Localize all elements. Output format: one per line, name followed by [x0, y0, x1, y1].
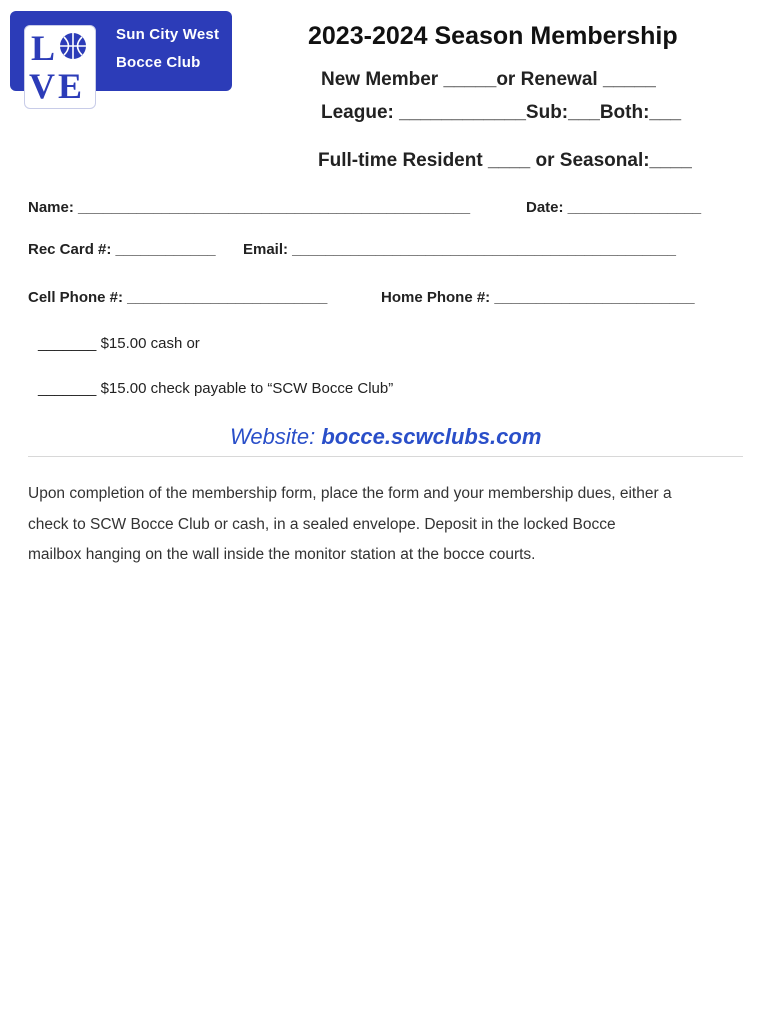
instructions-line-2: check to SCW Bocce Club or cash, in a sealed envelope. Deposit in the locked Bocce	[28, 516, 616, 533]
club-name-line1: Sun City West	[116, 26, 220, 43]
instructions-line-1: Upon completion of the membership form, place the form and your membership dues, either a	[28, 485, 672, 502]
logo-letter-e: E	[58, 66, 83, 106]
home-phone-field[interactable]: Home Phone #: ________________________	[381, 289, 695, 306]
date-field[interactable]: Date: ________________	[526, 199, 702, 216]
club-name-line2: Bocce Club	[116, 54, 201, 71]
email-field[interactable]: Email: ______________________________________________	[243, 241, 676, 258]
website-link[interactable]: bocce.scwclubs.com	[321, 424, 542, 449]
logo-letter-v: V	[29, 66, 55, 106]
website-line	[230, 424, 541, 450]
divider	[28, 456, 743, 457]
name-field[interactable]: Name: _______________________________________________	[28, 199, 471, 216]
love-logo-box	[24, 25, 96, 109]
league-line[interactable]: League: ____________Sub:___Both:___	[321, 102, 682, 123]
residency-line[interactable]: Full-time Resident ____ or Seasonal:____	[318, 150, 692, 171]
cell-phone-field[interactable]: Cell Phone #: ________________________	[28, 289, 328, 306]
logo-letter-l: L	[31, 28, 56, 68]
website-label: Website:	[230, 424, 316, 449]
bocce-ball-icon	[59, 32, 87, 60]
rec-card-field[interactable]: Rec Card #: ____________	[28, 241, 216, 258]
check-payment-option[interactable]: _______ $15.00 check payable to “SCW Bocce Club”	[38, 380, 394, 397]
instructions-line-3: mailbox hanging on the wall inside the monitor station at the bocce courts.	[28, 546, 536, 563]
page-title: 2023-2024 Season Membership	[308, 22, 678, 50]
member-type-line[interactable]: New Member _____or Renewal _____	[321, 69, 656, 90]
cash-payment-option[interactable]: _______ $15.00 cash or	[38, 335, 200, 352]
